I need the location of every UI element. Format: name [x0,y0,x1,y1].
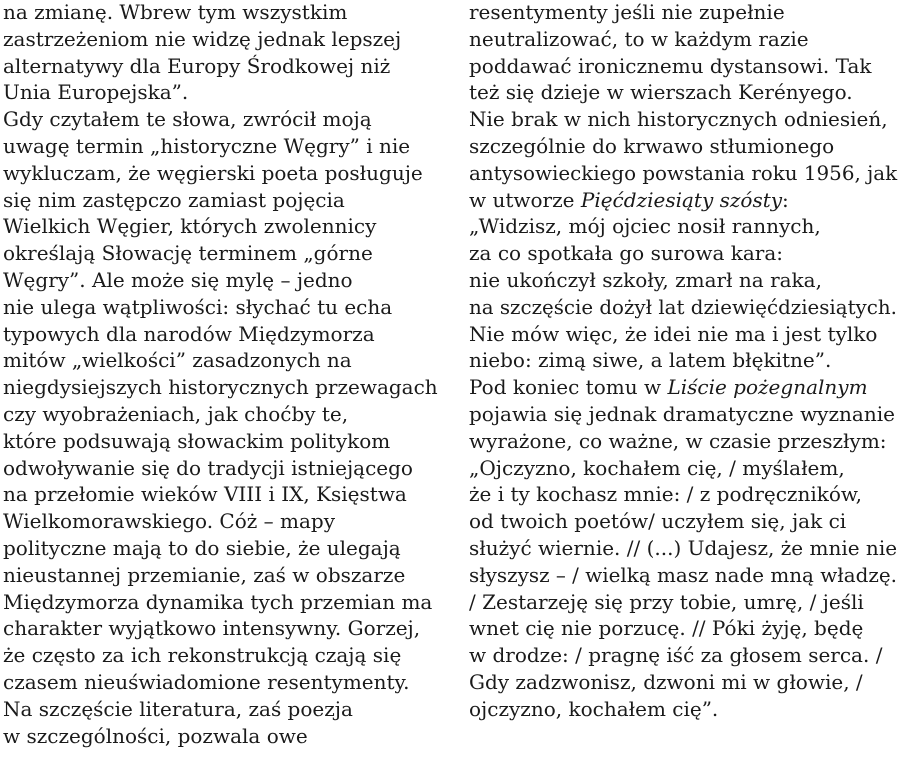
text-line: się nim zastępczo zamiast pojęcia [3,187,345,212]
text-line: ojczyzno, kochałem cię”. [469,696,719,721]
text-line: nieustannej przemianie, zaś w obszarze [3,562,406,587]
text-line: wyrażone, co ważne, w czasie przeszłym: [469,428,887,453]
text-line [469,187,897,214]
text-line: typowych dla narodów Międzymorza [3,321,375,346]
text-line: na zmianę. Wbrew tym wszystkim [3,0,348,24]
text-line: neutralizować, to w każdym razie [469,26,809,51]
text-line: które podsuwają słowackim politykom [3,428,391,453]
text-line: wnet cię nie porzucę. // Póki żyję, będę [469,616,864,641]
text-line: że często za ich rekonstrukcją czają się [3,643,402,668]
text-line: mitów „wielkości” zasadzonych na [3,348,352,373]
text-line: polityczne mają to do siebie, że ulegają [3,535,401,560]
text-segment: Pod koniec tomu w [469,375,668,400]
text-line: w drodze: / pragnę iść za głosem serca. / [469,643,883,668]
text-line: też się dzieje w wierszach Kerényego. [469,80,853,105]
text-line: Gdy zadzwonisz, dzwoni mi w głowie, / [469,669,863,694]
text-line: alternatywy dla Europy Środkowej niż [3,53,391,78]
text-line: wykluczam, że węgierski poeta posługuje [3,160,423,185]
text-line: Unia Europejska”. [3,80,189,105]
text-line: charakter wyjątkowo intensywny. Gorzej, [3,616,421,641]
text-segment: w utworze [469,187,581,212]
text-line: szczególnie do krwawo stłumionego [469,133,835,158]
text-line: słyszysz – / wielką masz nade mną władzę. [469,562,897,587]
text-line: Nie brak w nich historycznych odniesień, [469,107,888,132]
text-line: antysowieckiego powstania roku 1956, jak [469,160,898,185]
text-line: niebo: zimą siwe, a latem błękitne”. [469,348,832,373]
text-line: pojawia się jednak dramatyczne wyznanie [469,401,895,426]
text-line: na przełomie wieków VIII i IX, Księstwa [3,482,407,507]
text-line: czy wyobrażeniach, jak choćby te, [3,401,349,426]
left-text-column [3,0,443,749]
text-line: zastrzeżeniom nie widzę jednak lepszej [3,26,402,51]
text-line: określają Słowację terminem „górne [3,241,373,266]
text-line: na szczęście dożył lat dziewięćdziesiątych. [469,294,897,319]
text-line: Wielkich Węgier, których zwolennicy [3,214,377,239]
text-line: nie ukończył szkoły, zmarł na raka, [469,267,822,292]
text-line: Nie mów więc, że idei nie ma i jest tylko [469,321,878,346]
text-line: w szczególności, pozwala owe [3,723,308,748]
text-line: za co spotkała go surowa kara: [469,241,783,266]
italic-title: Liście pożegnalnym [667,375,868,400]
text-line: odwoływanie się do tradycji istniejącego [3,455,413,480]
text-line: / Zestarzeję się przy tobie, umrę, / jeśli [469,589,864,614]
text-line: „Ojczyzno, kochałem cię, / myślałem, [469,455,845,480]
text-line: resentymenty jeśli nie zupełnie [469,0,785,24]
text-line: niegdysiejszych historycznych przewagach [3,375,438,400]
text-line: „Widzisz, mój ojciec nosił rannych, [469,214,821,239]
text-line [469,374,897,401]
text-line: Na szczęście literatura, zaś poezja [3,696,353,721]
text-line: czasem nieuświadomione resentymenty. [3,669,410,694]
text-line: Węgry”. Ale może się mylę – jedno [3,267,353,292]
text-segment: : [782,187,789,212]
text-line: od twoich poetów/ uczyłem się, jak ci [469,509,847,534]
text-line: Międzymorza dynamika tych przemian ma [3,589,433,614]
text-line: że i ty kochasz mnie: / z podręczników, [469,482,862,507]
right-text-column [469,0,897,723]
text-line: poddawać ironicznemu dystansowi. Tak [469,53,872,78]
text-line: służyć wiernie. // (...) Udajesz, że mnie nie [469,535,898,560]
italic-title: Pięćdziesiąty szósty [580,187,783,212]
text-line: Wielkomorawskiego. Cóż – mapy [3,509,336,534]
text-line: Gdy czytałem te słowa, zwrócił moją [3,107,372,132]
text-line: uwagę termin „historyczne Węgry” i nie [3,133,411,158]
text-line: nie ulega wątpliwości: słychać tu echa [3,294,393,319]
